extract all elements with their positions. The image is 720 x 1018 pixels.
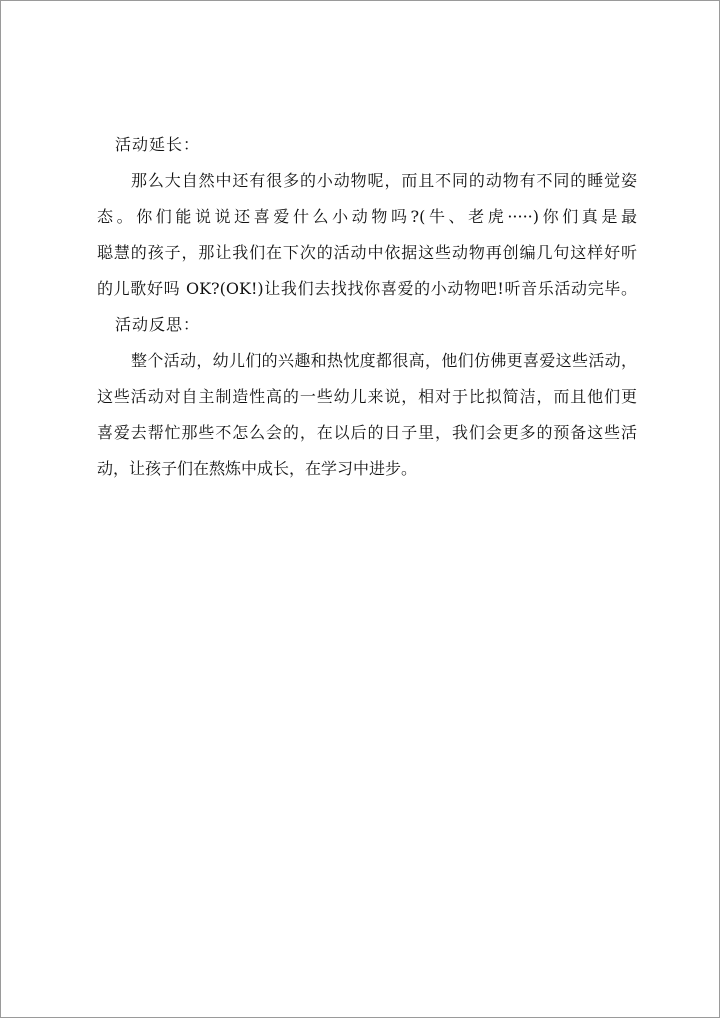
text-line: 整个活动，幼儿们的兴趣和热忱度都很高，他们仿佛更喜爱这些活动， [131,351,637,370]
text-line: 那么大自然中还有很多的小动物呢，而且不同的动物有不同的睡觉姿 [131,171,637,190]
paragraph-extension [97,163,637,307]
text-line: 态。你们能说说还喜爱什么小动物吗?(牛、老虎·····)你们真是最 [97,207,637,226]
paragraph-reflection [97,343,637,487]
text-line: 动，让孩子们在熬炼中成长，在学习中进步。 [97,459,418,478]
text-line: 的儿歌好吗 OK?(OK!)让我们去找找你喜爱的小动物吧!听音乐活动完毕。 [97,279,637,298]
text-line: 喜爱去帮忙那些不怎么会的，在以后的日子里，我们会更多的预备这些活 [97,423,637,442]
section-heading-extension: 活动延长： [115,135,201,154]
section-heading-reflection: 活动反思： [115,315,201,334]
document-body [97,127,637,487]
text-line: 这些活动对自主制造性高的一些幼儿来说，相对于比拟简洁，而且他们更 [97,387,637,406]
text-line: 聪慧的孩子，那让我们在下次的活动中依据这些动物再创编几句这样好听 [97,243,637,262]
